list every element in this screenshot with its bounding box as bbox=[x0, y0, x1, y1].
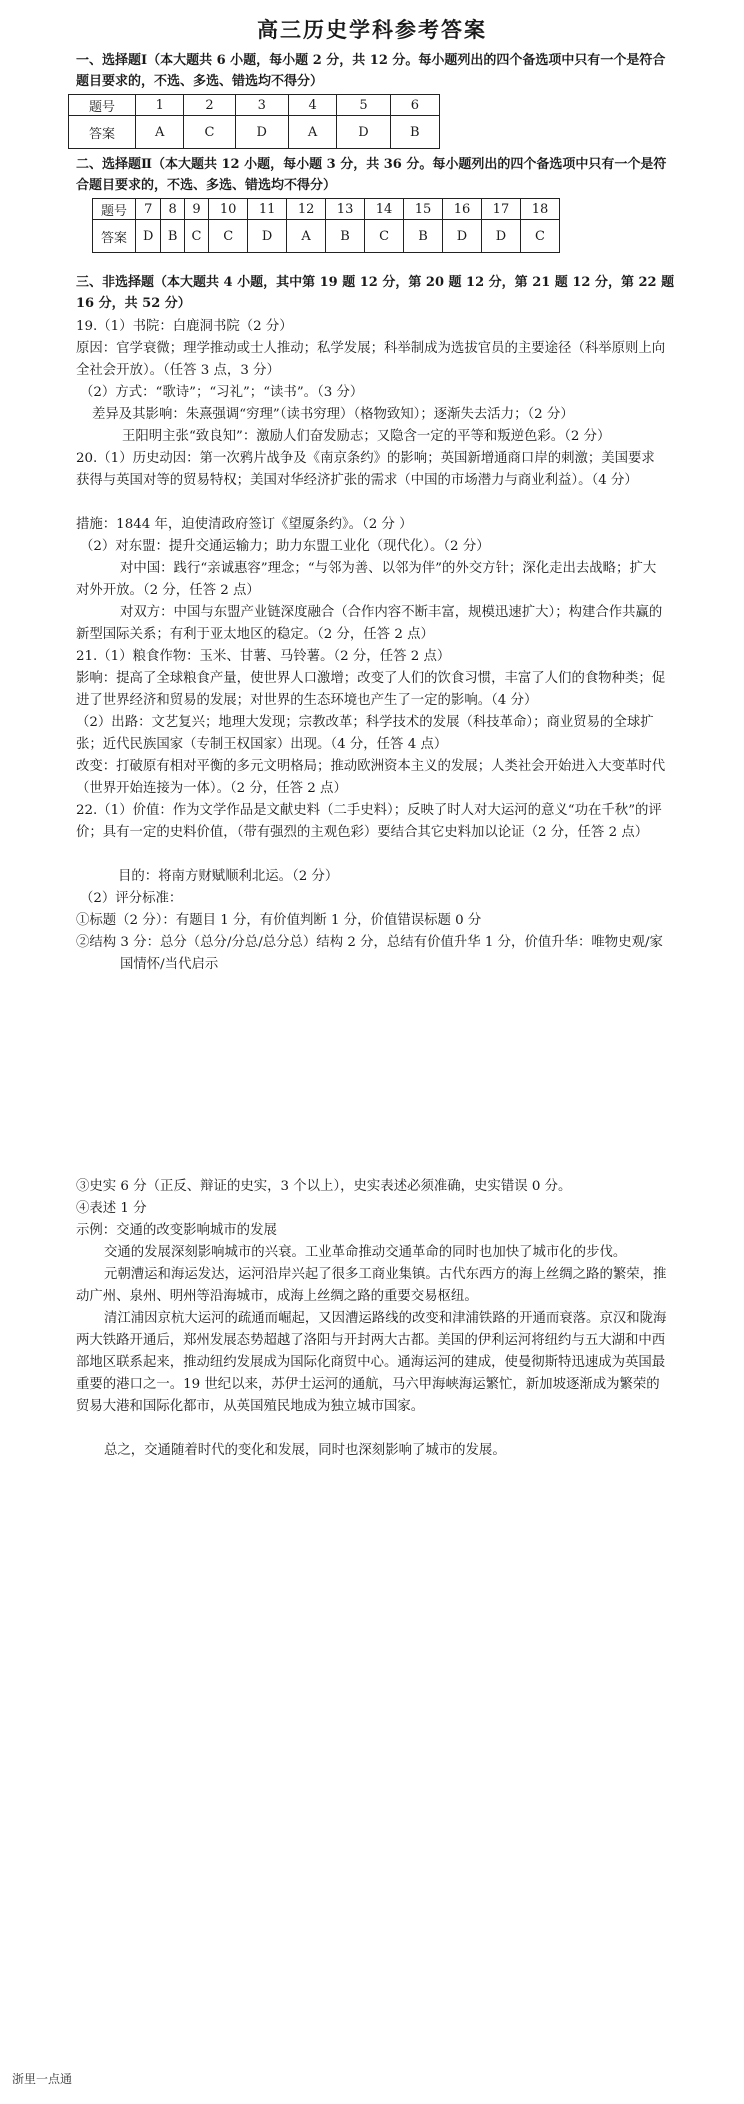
table-header-cell: 答案 bbox=[93, 220, 136, 253]
q19-line: 王阳明主张“致良知”：激励人们奋发励志；又隐含一定的平等和叛逆色彩。（2 分） bbox=[122, 429, 611, 444]
section2-answer-table bbox=[92, 198, 560, 253]
q20-line: 措施：1844 年，迫使清政府签订《望厦条约》。（2 分 ） bbox=[76, 517, 413, 532]
answer-cell: D bbox=[235, 116, 288, 149]
question-number: 13 bbox=[326, 199, 365, 220]
essay-paragraph: 交通的发展深刻影响城市的兴衰。工业革命推动交通革命的同时也加快了城市化的步伐。 bbox=[104, 1245, 627, 1260]
answer-cell: D bbox=[443, 220, 482, 253]
q19-line: （2）方式：“歌诗”；“习礼”；“读书”。（3 分） bbox=[80, 385, 364, 400]
q22-line: ②结构 3 分：总分（总分/分总/总分总）结构 2 分，总结有价值升华 1 分，价值升华：唯物史观/家国情怀/当代启示 bbox=[76, 935, 663, 972]
q21-line: 改变：打破原有相对平衡的多元文明格局；推动欧洲资本主义的发展；人类社会开始进入大变革时代（世界开始连接为一体）。（2 分，任答 2 点） bbox=[76, 759, 666, 796]
answer-cell: A bbox=[136, 116, 184, 149]
q22-line: ③史实 6 分（正反、辩证的史实，3 个以上），史实表述必须准确，史实错误 0 分。 bbox=[76, 1179, 572, 1194]
answer-cell: C bbox=[520, 220, 559, 253]
answer-cell: D bbox=[248, 220, 287, 253]
answer-cell: C bbox=[184, 220, 208, 253]
q21-line: 影响：提高了全球粮食产量，使世界人口激增；改变了人们的饮食习惯，丰富了人们的食物种类；促进了世界经济和贸易的发展；对世界的生态环境也产生了一定的影响。（4 分） bbox=[76, 671, 666, 708]
question-number: 1 bbox=[136, 95, 184, 116]
answer-cell: D bbox=[136, 220, 161, 253]
answer-cell: B bbox=[161, 220, 184, 253]
question-number: 8 bbox=[161, 199, 184, 220]
section2-heading: 二、选择题Ⅱ（本大题共 12 小题，每小题 3 分，共 36 分。每小题列出的四个备选项中只有一个是符合题目要求的，不选、多选、错选均不得分） bbox=[76, 157, 667, 193]
question-number: 10 bbox=[209, 199, 248, 220]
question-number: 2 bbox=[184, 95, 235, 116]
q21-line: 21.（1）粮食作物：玉米、甘薯、马铃薯。（2 分，任答 2 点） bbox=[76, 649, 451, 664]
question-number: 3 bbox=[235, 95, 288, 116]
q19-line: 原因：官学衰微；理学推动或士人推动；私学发展；科举制成为选拔官员的主要途径（科举原则上向全社会开放）。（任答 3 点，3 分） bbox=[76, 341, 666, 378]
answer-cell: A bbox=[288, 116, 336, 149]
essay-paragraph: 清江浦因京杭大运河的疏通而崛起，又因漕运路线的改变和津浦铁路的开通而衰落。京汉和陇海两大铁路开通后，郑州发展态势超越了洛阳与开封两大古都。美国的伊利运河将纽约与五大湖和中西部地区联系起来，推动纽约发展成为国际化商贸中心。通海运河的建成，使曼彻斯特迅速成为英国最重要的港口之一。19 世纪以来，苏伊士运河的通航，马六甲海峡海运繁忙，新加坡逐渐成为繁荣的贸易大港和国际化都市，从英国殖民地成为独立城市国家。 bbox=[76, 1311, 667, 1414]
answer-cell: C bbox=[209, 220, 248, 253]
answer-cell: B bbox=[390, 116, 439, 149]
q20-line: （2）对东盟：提升交通运输力；助力东盟工业化（现代化）。（2 分） bbox=[80, 539, 490, 554]
answer-cell: A bbox=[287, 220, 326, 253]
essay-paragraph: 元朝漕运和海运发达，运河沿岸兴起了很多工商业集镇。古代东西方的海上丝绸之路的繁荣，推动广州、泉州、明州等沿海城市，成海上丝绸之路的重要交易枢纽。 bbox=[76, 1267, 667, 1304]
q21-line: （2）出路：文艺复兴；地理大发现；宗教改革；科学技术的发展（科技革命）；商业贸易的全球扩张；近代民族国家（专制王权国家）出现。（4 分，任答 4 点） bbox=[76, 715, 654, 752]
question-number: 15 bbox=[404, 199, 443, 220]
q22-line: 22.（1）价值：作为文学作品是文献史料（二手史料）；反映了时人对大运河的意义“功在千秋”的评价；具有一定的史料价值，（带有强烈的主观色彩）要结合其它史料加以论证（2 分，任答 2 点） bbox=[76, 803, 662, 840]
q19-line: 19.（1）书院：白鹿洞书院（2 分） bbox=[76, 319, 293, 334]
question-number: 16 bbox=[443, 199, 482, 220]
table-header-cell: 题号 bbox=[69, 95, 136, 116]
table-header-cell: 答案 bbox=[69, 116, 136, 149]
answer-cell: C bbox=[184, 116, 235, 149]
section1-answer-table bbox=[68, 94, 440, 149]
question-number: 5 bbox=[337, 95, 390, 116]
answer-cell: D bbox=[337, 116, 390, 149]
question-number: 6 bbox=[390, 95, 439, 116]
q22-line: 示例：交通的改变影响城市的发展 bbox=[76, 1223, 277, 1238]
q20-line: 对双方：中国与东盟产业链深度融合（合作内容不断丰富，规模迅速扩大）；构建合作共赢的新型国际关系；有利于亚太地区的稳定。（2 分，任答 2 点） bbox=[76, 605, 663, 642]
q22-line: （2）评分标准： bbox=[80, 891, 183, 906]
q22-line: 目的：将南方财赋顺利北运。（2 分） bbox=[118, 869, 339, 884]
question-number: 12 bbox=[287, 199, 326, 220]
q20-line: 20.（1）历史动因：第一次鸦片战争及《南京条约》的影响；英国新增通商口岸的刺激；美国要求获得与英国对等的贸易特权；美国对华经济扩张的需求（中国的市场潜力与商业利益）。（4 分） bbox=[76, 451, 655, 488]
question-number: 17 bbox=[481, 199, 520, 220]
answer-cell: D bbox=[481, 220, 520, 253]
answer-cell: B bbox=[326, 220, 365, 253]
page-title: 高三历史学科参考答案 bbox=[257, 18, 487, 42]
q20-line: 对中国：践行“亲诚惠容”理念；“与邻为善、以邻为伴”的外交方针；深化走出去战略；扩大对外开放。（2 分，任答 2 点） bbox=[76, 561, 657, 598]
q19-line: 差异及其影响：朱熹强调“穷理”（读书穷理）（格物致知）；逐渐失去活力；（2 分） bbox=[92, 407, 574, 422]
question-number: 4 bbox=[288, 95, 336, 116]
section1-heading: 一、选择题Ⅰ（本大题共 6 小题，每小题 2 分，共 12 分。每小题列出的四个备选项中只有一个是符合题目要求的，不选、多选、错选均不得分） bbox=[76, 53, 666, 89]
q22-line: ④表述 1 分 bbox=[76, 1201, 147, 1216]
question-number: 9 bbox=[184, 199, 208, 220]
question-number: 7 bbox=[136, 199, 161, 220]
question-number: 11 bbox=[248, 199, 287, 220]
table-header-cell: 题号 bbox=[93, 199, 136, 220]
answer-cell: C bbox=[365, 220, 404, 253]
footer-watermark: 浙里一点通 bbox=[12, 2072, 73, 2086]
essay-paragraph: 总之，交通随着时代的变化和发展，同时也深刻影响了城市的发展。 bbox=[104, 1443, 506, 1458]
section3-heading: 三、非选择题（本大题共 4 小题，其中第 19 题 12 分，第 20 题 12 分，第 21 题 12 分，第 22 题 16 分，共 52 分） bbox=[76, 275, 675, 311]
answer-cell: B bbox=[404, 220, 443, 253]
q22-line: ①标题（2 分）：有题目 1 分，有价值判断 1 分，价值错误标题 0 分 bbox=[76, 913, 482, 928]
question-number: 18 bbox=[520, 199, 559, 220]
question-number: 14 bbox=[365, 199, 404, 220]
